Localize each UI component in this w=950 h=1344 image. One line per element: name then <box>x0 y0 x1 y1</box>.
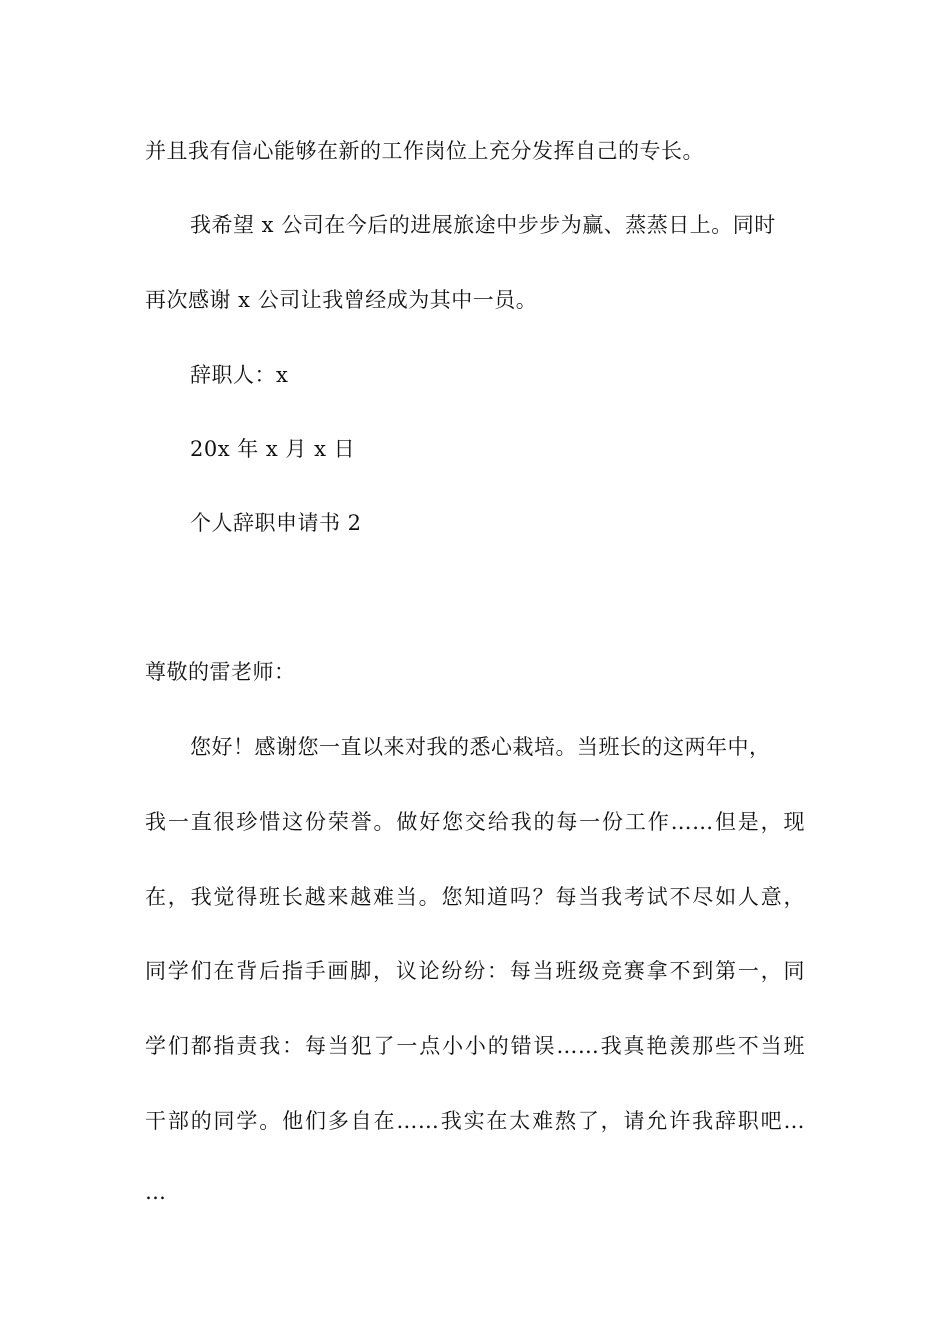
paragraph-3-line-7: … <box>145 1180 167 1204</box>
signature-resigner: 辞职人：x <box>190 363 289 387</box>
paragraph-3-line-2: 我一直很珍惜这份荣誉。做好您交给我的每一份工作……但是，现 <box>145 810 805 834</box>
paragraph-2-line-2: 再次感谢 x 公司让我曾经成为其中一员。 <box>145 288 538 312</box>
paragraph-3-line-4: 同学们在背后指手画脚，议论纷纷：每当班级竞赛拿不到第一，同 <box>145 959 805 983</box>
signature-date: 20x 年 x 月 x 日 <box>190 437 356 461</box>
paragraph-3-line-3: 在，我觉得班长越来越难当。您知道吗？每当我考试不尽如人意， <box>145 885 805 909</box>
paragraph-3-line-1: 您好！感谢您一直以来对我的悉心栽培。当班长的这两年中， <box>190 735 771 759</box>
section-title: 个人辞职申请书 2 <box>190 511 362 535</box>
paragraph-3-line-6: 干部的同学。他们多自在……我实在太难熬了，请允许我辞职吧… <box>145 1109 805 1133</box>
salutation: 尊敬的雷老师： <box>145 660 296 684</box>
paragraph-2-line-1: 我希望 x 公司在今后的进展旅途中步步为赢、蒸蒸日上。同时 <box>190 213 776 237</box>
paragraph-3-line-5: 学们都指责我：每当犯了一点小小的错误……我真艳羡那些不当班 <box>145 1034 805 1058</box>
paragraph-1-line-1: 并且我有信心能够在新的工作岗位上充分发挥自己的专长。 <box>145 139 704 163</box>
